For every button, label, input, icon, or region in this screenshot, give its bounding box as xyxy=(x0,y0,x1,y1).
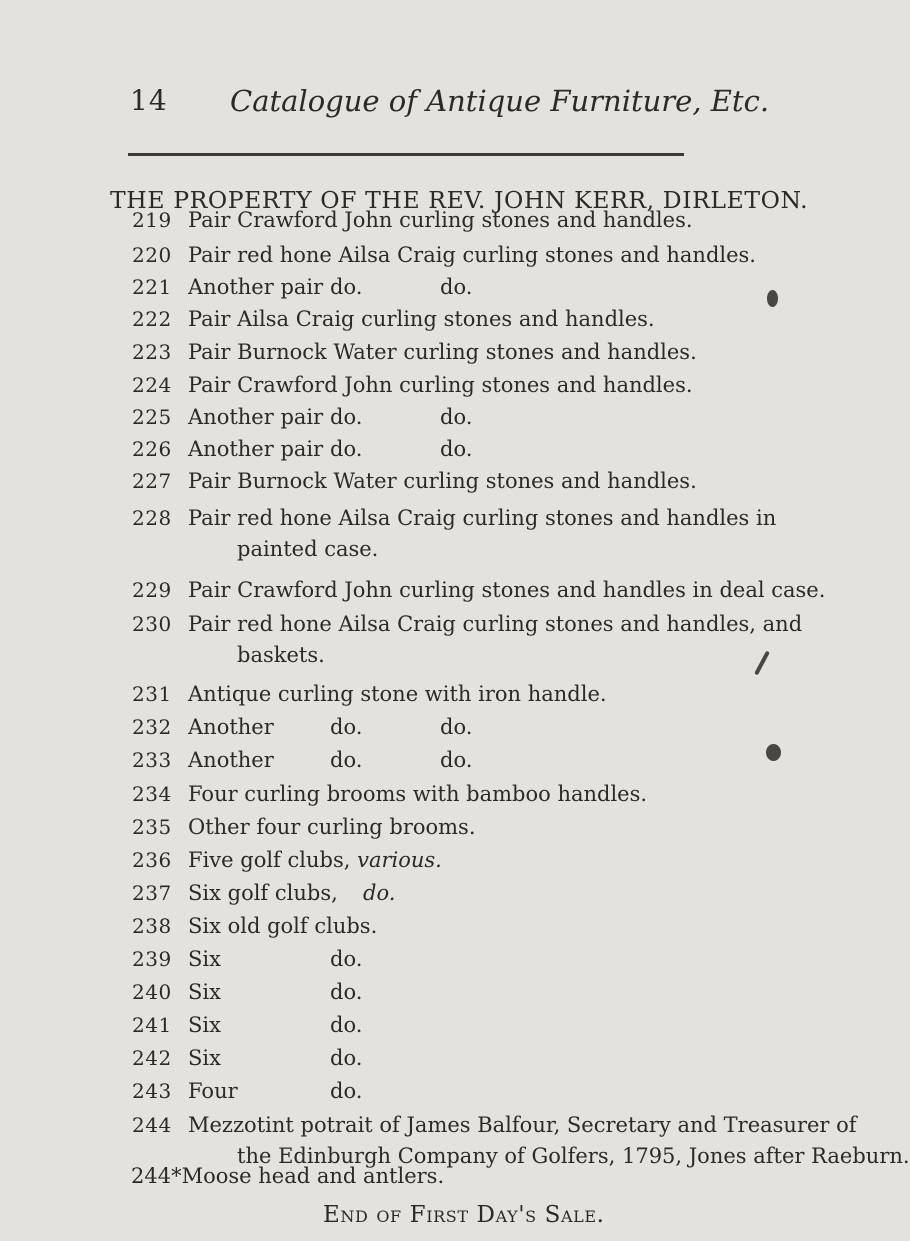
lot-number: 241 xyxy=(132,1013,172,1037)
lot-number: 231 xyxy=(132,682,172,706)
lot-number: 232 xyxy=(132,715,172,739)
lot-number: 226 xyxy=(132,437,172,461)
lot-number: 221 xyxy=(132,275,172,299)
ditto-column-3: do. xyxy=(440,405,473,429)
lot-number: 236 xyxy=(132,848,172,872)
lot-description: Pair Burnock Water curling stones and handles. xyxy=(188,469,697,493)
ditto-column-2: do. xyxy=(330,1046,363,1070)
ink-blot xyxy=(754,651,770,676)
lot-description: Pair red hone Ailsa Craig curling stones and handles, and xyxy=(188,612,803,636)
lot-description: Antique curling stone with iron handle. xyxy=(188,682,607,706)
lot-number: 224 xyxy=(132,373,172,397)
lot-description: Pair Crawford John curling stones and handles. xyxy=(188,208,693,232)
lot-number: 235 xyxy=(132,815,172,839)
ditto-column-2: do. xyxy=(330,715,363,739)
lot-description: Pair red hone Ailsa Craig curling stones and handles in xyxy=(188,506,777,530)
lot-description: Six xyxy=(188,1046,221,1070)
lot-description: Mezzotint potrait of James Balfour, Secretary and Treasurer of xyxy=(188,1113,857,1137)
lot-description: Six xyxy=(188,947,221,971)
lot-description: Six golf clubs, xyxy=(188,881,338,905)
ditto-column-3: do. xyxy=(440,748,473,772)
lot-number: 229 xyxy=(132,578,172,602)
lot-description: Six xyxy=(188,980,221,1004)
lot-description: Four xyxy=(188,1079,238,1103)
ditto-column-2: do. xyxy=(363,881,396,905)
lot-number: 230 xyxy=(132,612,172,636)
lot-description: Four curling brooms with bamboo handles. xyxy=(188,782,648,806)
header-rule xyxy=(128,153,684,156)
lot-number: 242 xyxy=(132,1046,172,1070)
lot-number: 243 xyxy=(132,1079,172,1103)
lot-description: Six xyxy=(188,1013,221,1037)
lot-description: Another xyxy=(188,748,274,772)
lot-description: Other four curling brooms. xyxy=(188,815,476,839)
end-note: End of First Day's Sale. xyxy=(323,1202,605,1228)
ditto-column-2: do. xyxy=(330,748,363,772)
lot-244-star: 244*Moose head and antlers. xyxy=(131,1164,445,1188)
lot-number: 237 xyxy=(132,881,172,905)
lot-description-continued: the Edinburgh Company of Golfers, 1795, Jones after Raeburn. xyxy=(237,1144,910,1168)
running-title: Catalogue of Antique Furniture, Etc. xyxy=(230,84,770,118)
lot-description: Five golf clubs, various. xyxy=(188,848,442,872)
lot-number: 227 xyxy=(132,469,172,493)
lot-number: 233 xyxy=(132,748,172,772)
lot-description: Another pair xyxy=(188,405,324,429)
lot-number: 244 xyxy=(132,1113,172,1137)
lot-number: 238 xyxy=(132,914,172,938)
lot-description: Pair Ailsa Craig curling stones and handles. xyxy=(188,307,655,331)
lot-number: 239 xyxy=(132,947,172,971)
page-number: 14 xyxy=(130,84,168,117)
ditto-column-2: do. xyxy=(330,947,363,971)
lot-number: 240 xyxy=(132,980,172,1004)
lot-description-continued: painted case. xyxy=(237,537,379,561)
ditto-column-3: do. xyxy=(440,715,473,739)
lot-description: Another pair xyxy=(188,437,324,461)
lot-number: 225 xyxy=(132,405,172,429)
lot-number: 234 xyxy=(132,782,172,806)
lot-number: 222 xyxy=(132,307,172,331)
lot-description: Pair Burnock Water curling stones and handles. xyxy=(188,340,697,364)
section-title: THE PROPERTY OF THE REV. JOHN KERR, DIRLETON. xyxy=(110,186,809,214)
ditto-column-2: do. xyxy=(330,275,363,299)
ditto-column-3: do. xyxy=(440,275,473,299)
lot-description: Another xyxy=(188,715,274,739)
lot-number: 220 xyxy=(132,243,172,267)
ditto-column-2: do. xyxy=(330,1013,363,1037)
lot-number: 228 xyxy=(132,506,172,530)
lot-number: 219 xyxy=(132,208,172,232)
lot-description: Six old golf clubs. xyxy=(188,914,378,938)
ditto-column-2: do. xyxy=(330,980,363,1004)
ditto-column-2: do. xyxy=(330,437,363,461)
ditto-column-3: do. xyxy=(440,437,473,461)
lot-number: 223 xyxy=(132,340,172,364)
lot-description: Another pair xyxy=(188,275,324,299)
ditto-column-2: do. xyxy=(330,405,363,429)
ditto-column-2: do. xyxy=(330,1079,363,1103)
ink-blot xyxy=(767,290,778,307)
lot-description: Pair Crawford John curling stones and handles in deal case. xyxy=(188,578,826,602)
lot-description: Pair Crawford John curling stones and handles. xyxy=(188,373,693,397)
lot-description: Pair red hone Ailsa Craig curling stones and handles. xyxy=(188,243,756,267)
lot-description-continued: baskets. xyxy=(237,643,325,667)
ink-blot xyxy=(766,744,781,761)
